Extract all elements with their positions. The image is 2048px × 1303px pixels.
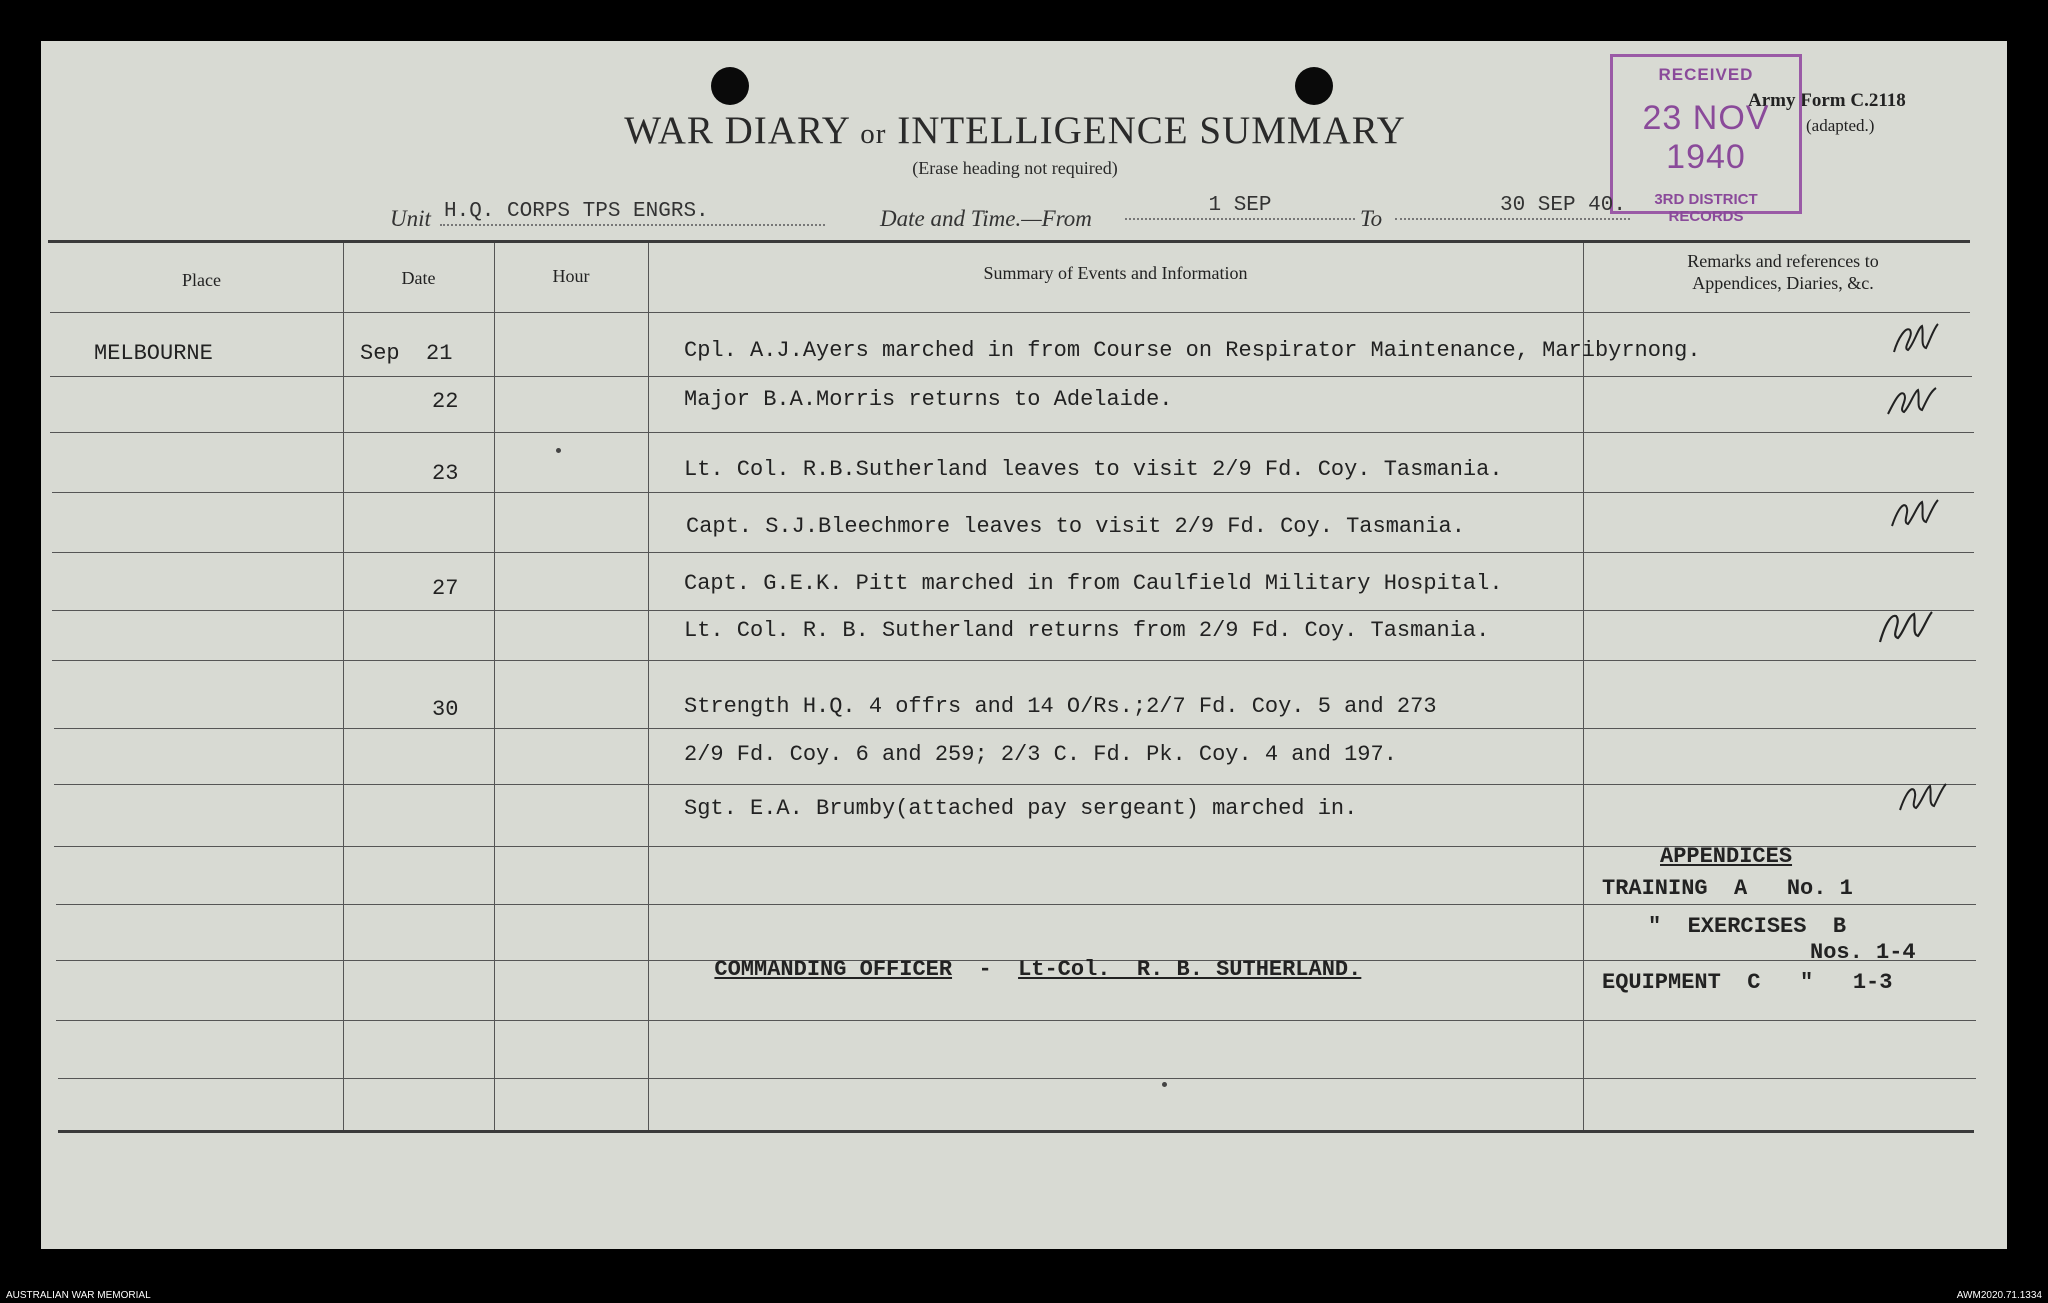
entry-date: 30 <box>432 697 459 722</box>
to-label: To <box>1360 206 1383 231</box>
commanding-officer-line: COMMANDING OFFICER - Lt-Col. R. B. SUTHERLAND. <box>714 957 1362 982</box>
col-head-place: Place <box>182 270 221 290</box>
initials-signature <box>1894 776 1954 816</box>
date-time-label: Date and Time.—From <box>880 206 1092 231</box>
entry-place: MELBOURNE <box>94 341 213 366</box>
row-rule <box>50 312 1970 313</box>
row-rule <box>50 432 1974 433</box>
punch-hole-right <box>1295 67 1333 105</box>
army-form-id: Army Form C.2118 <box>1748 90 1906 111</box>
appendix-training: TRAINING A No. 1 <box>1602 876 1853 901</box>
unit-label: Unit <box>390 206 431 231</box>
entry-text: Strength H.Q. 4 offrs and 14 O/Rs.;2/7 Fd. Coy. 5 and 273 <box>684 694 1437 719</box>
stamp-records: RECORDS <box>1668 208 1744 225</box>
row-rule <box>52 660 1976 661</box>
initials-signature <box>1888 318 1948 358</box>
entry-text: 2/9 Fd. Coy. 6 and 259; 2/3 C. Fd. Pk. Coy. 4 and 197. <box>684 742 1397 767</box>
initials-signature <box>1884 380 1944 420</box>
received-stamp <box>1610 54 1802 225</box>
unit-value: H.Q. CORPS TPS ENGRS. <box>440 200 825 226</box>
table-top-border <box>48 240 1970 243</box>
footer-left: AUSTRALIAN WAR MEMORIAL <box>6 1290 151 1301</box>
entry-text: Capt. G.E.K. Pitt marched in from Caulfield Military Hospital. <box>684 571 1503 596</box>
row-rule <box>54 784 1976 785</box>
entry-date: 27 <box>432 576 459 601</box>
entry-date: Sep 21 <box>360 341 453 366</box>
col-head-remarks: Remarks and references to Appendices, Diaries, &c. <box>1687 251 1879 293</box>
entry-text: Major B.A.Morris returns to Adelaide. <box>684 387 1173 412</box>
initials-signature <box>1886 492 1946 532</box>
row-rule <box>56 1020 1976 1021</box>
entry-text: Cpl. A.J.Ayers marched in from Course on Respirator Maintenance, Maribyrnong. <box>684 338 1701 363</box>
stamp-district: 3RD DISTRICT <box>1654 191 1758 208</box>
stamp-date: 23 NOV 1940 <box>1642 99 1770 176</box>
col-head-hour: Hour <box>552 266 590 286</box>
from-value: 1 SEP <box>1125 194 1355 220</box>
row-rule <box>56 904 1976 905</box>
appendices-heading: APPENDICES <box>1660 844 1793 869</box>
initials-signature <box>1876 606 1936 646</box>
appendix-equipment: EQUIPMENT C " 1-3 <box>1602 970 1893 995</box>
paper-mark <box>556 448 561 453</box>
row-rule <box>52 492 1974 493</box>
appendix-exercises: " EXERCISES B <box>1648 914 1847 939</box>
table-bottom-border <box>58 1130 1974 1133</box>
to-value: 30 SEP 40. <box>1395 194 1630 220</box>
entry-date: 23 <box>432 461 459 486</box>
document-title: WAR DIARY or INTELLIGENCE SUMMARY <box>624 109 1406 152</box>
entry-date: 22 <box>432 389 459 414</box>
entry-text: Sgt. E.A. Brumby(attached pay sergeant) marched in. <box>684 796 1358 821</box>
row-rule <box>54 728 1976 729</box>
stamp-received: RECEIVED <box>1658 65 1754 84</box>
punch-hole-left <box>711 67 749 105</box>
entry-text: Capt. S.J.Bleechmore leaves to visit 2/9 Fd. Coy. Tasmania. <box>686 514 1465 539</box>
appendix-exercises-nos: Nos. 1-4 <box>1810 940 1916 965</box>
col-head-summary: Summary of Events and Information <box>983 263 1248 283</box>
document-subtitle: (Erase heading not required) <box>912 158 1118 178</box>
col-head-date: Date <box>401 268 436 288</box>
row-rule <box>52 552 1974 553</box>
footer-right: AWM2020.71.1334 <box>1956 1290 2042 1301</box>
row-rule <box>50 376 1972 377</box>
paper-mark <box>1162 1082 1167 1087</box>
row-rule <box>52 610 1974 611</box>
row-rule <box>58 1078 1976 1079</box>
entry-text: Lt. Col. R. B. Sutherland returns from 2/9 Fd. Coy. Tasmania. <box>684 618 1490 643</box>
army-form-note: (adapted.) <box>1806 116 1875 135</box>
entry-text: Lt. Col. R.B.Sutherland leaves to visit 2/9 Fd. Coy. Tasmania. <box>684 457 1503 482</box>
